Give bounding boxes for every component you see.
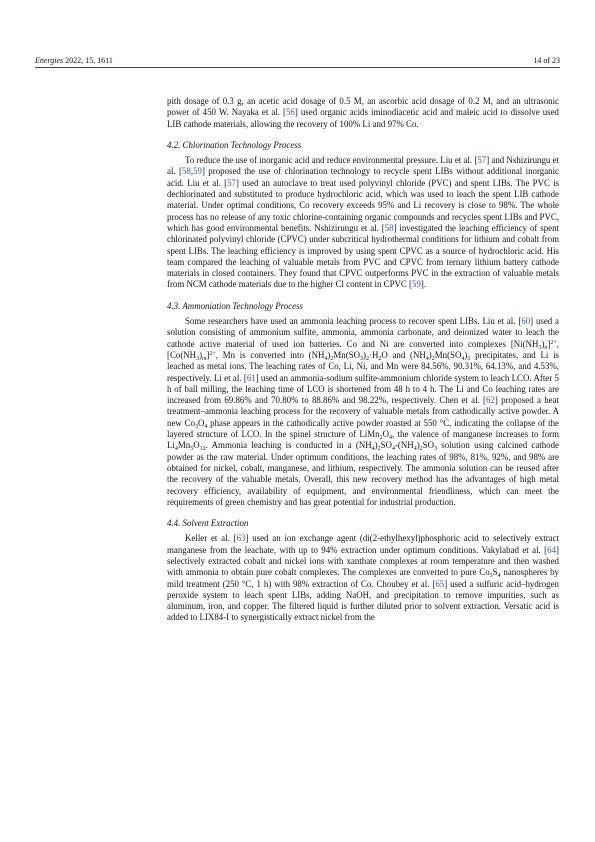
page-number: 14 of 23 — [533, 56, 560, 65]
citation-link[interactable]: 59 — [412, 279, 421, 290]
citation-link[interactable]: 58 — [384, 222, 394, 233]
citation-link[interactable]: 57 — [227, 177, 236, 188]
journal-name: Energies — [35, 56, 64, 65]
paragraph: Keller et al. [63] used an ion exchange agent (di(2-ethylhexyl)phosphoric acid to selectively extract manganese from the leachate, with up to 94% extraction under optimum conditions. Vakylabad et al. [64] selectively extracted cobalt and nickel ions with xanthate complexes at room temperature and then washed with ammonia to obtain pure cobalt complexes. The complexes are converted to pure $Co_3S_4$ nanospheres by mild treatment (250 °C, 1 h) with 98% extraction of Co. Choubey et al. [65] used a sulfuric acid–hydrogen peroxide system to leach spent LIBs, adding NaOH, and precipitation to remove impurities, such as aluminum, iron, and copper. The filtered liquid is further diluted prior to solvent extraction. Versatic acid is added to LIX84-I to synergistically extract nickel from the — [167, 533, 559, 623]
paragraph: Some researchers have used an ammonia leaching process to recover spent LIBs. Liu et al. [60] used a solution consisting of ammonium sulfite, ammonia, ammonia carbonate, and deionized water to leach the cathode active material of used ion batteries. Co and Ni are converted into complexes $[Ni(NH_3)_n]^{2+}$, $[Co(NH_3)_m]^{2+}$, Mn is converted into $(NH_4)_2Mn(SO_3)_2\cdot H_2O$ and $(NH_4)_2Mn(SO_4)_3$ precipitates, and Li is leached as metal ions. The leaching rates of Co, Li, Ni, and Mn were 84.56%, 90.31%, 64.13%, and 4.53%, respectively. Li et al. [61] used an ammonia-sodium sulfite-ammonium chloride system to leach LCO. After 5 h of ball milling, the leaching time of LCO is shortened from 48 h to 4 h. The Li and Co leaching rates are increased from 69.86% and 70.80% to 88.86% and 98.22%, respectively. Chen et al. [62] proposed a heat treatment–ammonia leaching process for the recovery of valuable metals from cathodically active powder. A new $Co_3O_4$ phase appears in the cathodically active powder roasted at 550 °C, indicating the collapse of the layered structure of LCO. In the spinel structure of $LiMn_2O_4$, the valence of manganese increases to form $Li_4Mn_5O_{12}$. Ammonia leaching is conducted in a $(NH_4)_2SO_4-(NH_4)_2SO_3$ solution using calcined cathode powder as the raw material. Under optimum conditions, the leaching rates of 98%, 81%, 92%, and 98% are obtained for nickel, cobalt, manganese, and lithium, respectively. The ammonia solution can be reused after the recovery of the valuable metals. Overall, this new recovery method has the advantages of high metal recovery efficiency, availability of equipment, and environmental friendliness, which can meet the requirements of green chemistry and has great potential for industrial production. — [167, 316, 560, 507]
journal-volume: 2022, 15, 1611 — [63, 56, 113, 65]
citation-link[interactable]: 60 — [521, 316, 531, 327]
citation-link[interactable]: 59 — [193, 166, 202, 177]
citation-link[interactable]: 57 — [477, 155, 487, 166]
citation-link[interactable]: 61 — [246, 372, 256, 383]
citation-link[interactable]: 63 — [236, 533, 246, 544]
section-heading: 4.2. Chlorination Technology Process — [167, 139, 302, 150]
header-divider — [35, 67, 560, 68]
citation-link[interactable]: 65 — [435, 578, 445, 589]
journal-citation — [35, 56, 113, 65]
page-body — [167, 96, 559, 624]
citation-link[interactable]: 64 — [547, 544, 557, 555]
citation-link[interactable]: 56 — [285, 107, 295, 118]
citation-link[interactable]: 62 — [486, 395, 495, 406]
section-heading: 4.4. Solvent Extraction — [167, 518, 249, 529]
paragraph: pith dosage of 0.3 g, an acetic acid dosage of 0.5 M, an ascorbic acid dosage of 0.2 M, and an ultrasonic power of 450 W. Nayaka et al. [56] used organic acids iminodiacetic acid and maleic acid to dissolve used LIB cathode materials, allowing the recovery of 100% Li and 97% Co. — [167, 96, 559, 129]
section-heading: 4.3. Ammoniation Technology Process — [167, 300, 303, 311]
running-header — [35, 56, 560, 65]
citation-link[interactable]: 58 — [181, 166, 191, 177]
paragraph: To reduce the use of inorganic acid and reduce environmental pressure. Liu et al. [57] and Nshizirungu et al. [58,59] proposed the use of chlorination technology to recycle spent LIBs without additional inorganic acid. Liu et al. [57] used an autoclave to treat used polyvinyl chloride (PVC) and spent LIBs. The PVC is dechlorinated and substituted to produce hydrochloric acid, which was used to leach the spent LIB cathode material. Under optimal conditions, Co recovery exceeds 95% and Li recovery is close to 98%. The whole process has no release of any toxic chlorine-containing organic compounds and recycles spent LIBs and PVC, which has good environmental benefits. Nshizirungu et al. [58] investigated the leaching efficiency of spent chlorinated polyvinyl chloride (CPVC) under subcritical hydrothermal conditions for lithium and cobalt from spent LIBs. The leaching efficiency is improved by using spent CPVC as a source of hydrochloric acid. His team compared the leaching of valuable metals from PVC and CPVC from ternary lithium battery cathode materials in closed containers. They found that CPVC outperforms PVC in the extraction of valuable metals from NCM cathode materials due to the higher Cl content in CPVC [59]. — [167, 155, 560, 290]
